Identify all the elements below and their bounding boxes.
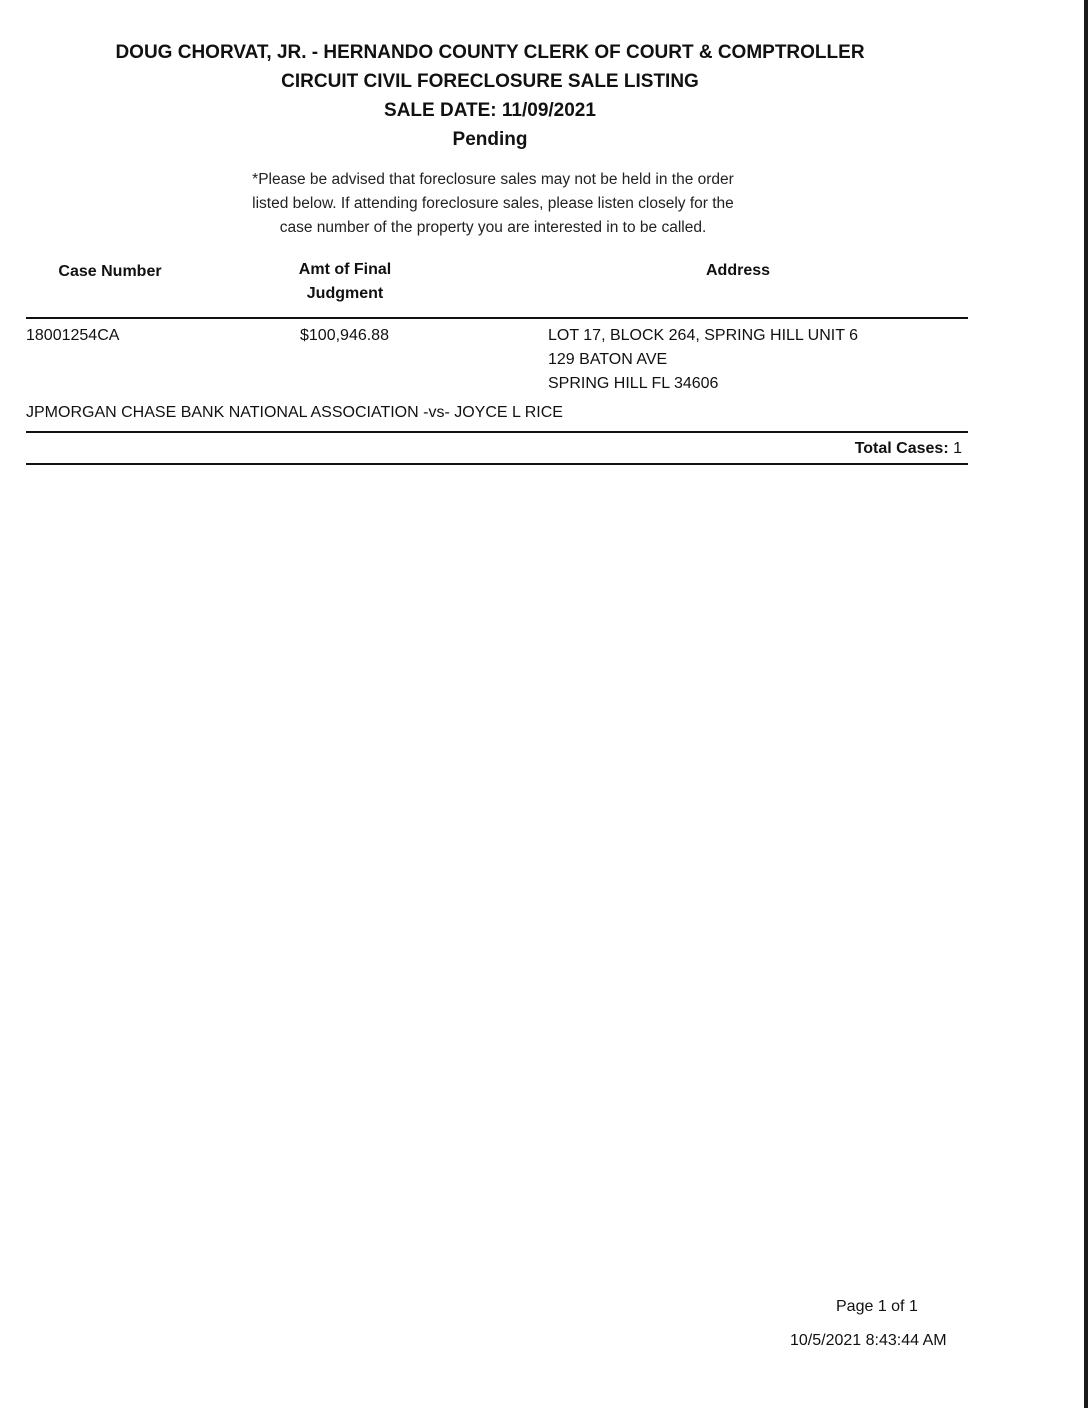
report-header [0,38,980,154]
case-number-cell: 18001254CA [26,327,120,344]
address-line-3: SPRING HILL FL 34606 [548,375,719,392]
address-line-2: 129 BATON AVE [548,351,668,368]
notice-line-1: *Please be advised that foreclosure sales may not be held in the order [252,171,734,188]
column-header-amount-line2: Judgment [306,285,384,302]
column-header-address: Address [705,262,771,279]
column-header-amount [260,258,430,306]
row-divider [26,431,968,433]
header-clerk-title: DOUG CHORVAT, JR. - HERNANDO COUNTY CLERK OF COURT & COMPTROLLER [115,42,865,63]
column-header-amount-line1: Amt of Final [298,261,392,278]
notice-line-2: listed below. If attending foreclosure sales, please listen closely for the [252,195,734,212]
page-number: Page 1 of 1 [836,1298,918,1315]
amount-cell: $100,946.88 [300,327,389,344]
parties-cell: JPMORGAN CHASE BANK NATIONAL ASSOCIATION -vs- JOYCE L RICE [26,404,563,421]
header-listing-title: CIRCUIT CIVIL FORECLOSURE SALE LISTING [281,71,699,92]
header-sale-date: SALE DATE: 11/09/2021 [384,100,596,121]
address-line-1: LOT 17, BLOCK 264, SPRING HILL UNIT 6 [548,327,859,344]
report-timestamp: 10/5/2021 8:43:44 AM [790,1332,947,1349]
header-status: Pending [452,129,528,150]
total-cases-label: Total Cases: [854,440,949,457]
column-header-case-number: Case Number [58,263,162,280]
total-divider [26,463,968,465]
header-divider [26,317,968,319]
notice-line-3: case number of the property you are interested in to be called. [279,219,707,236]
scan-right-edge [1084,0,1088,1408]
total-cases [855,437,962,461]
total-cases-value: 1 [953,440,962,457]
advisory-notice [0,168,986,240]
